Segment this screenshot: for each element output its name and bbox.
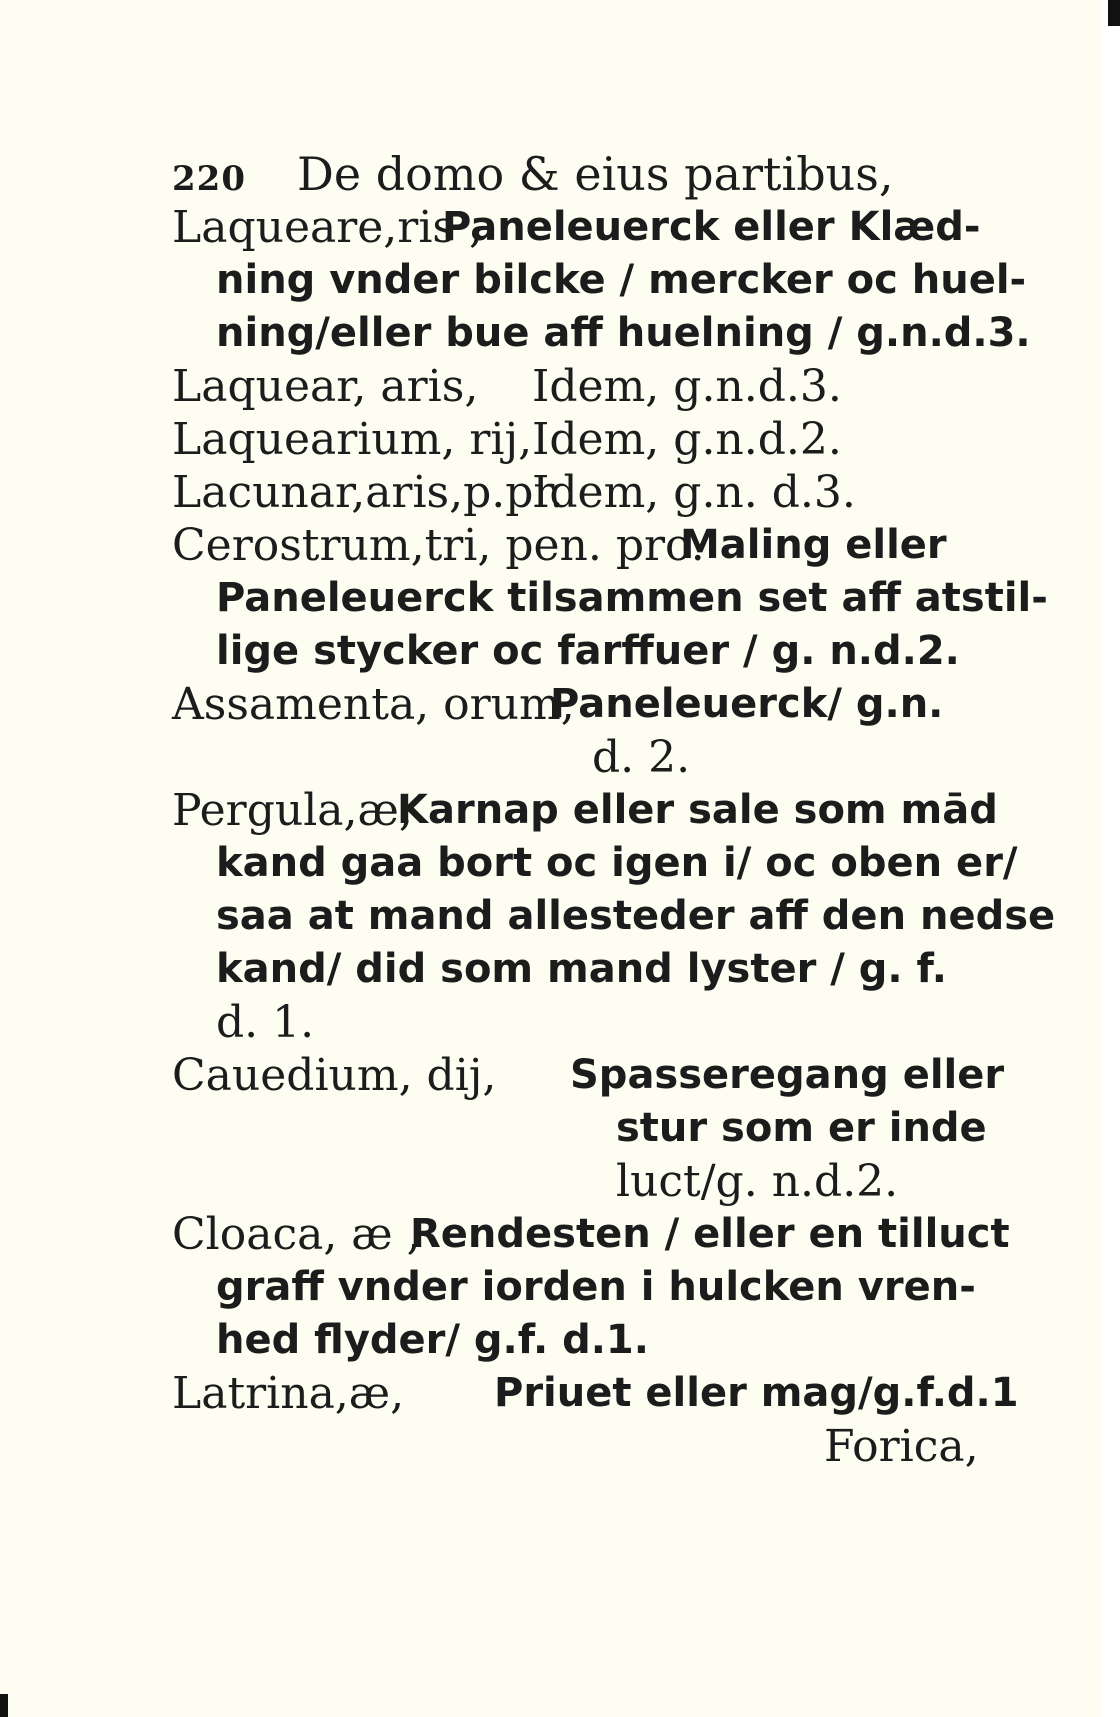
scan-corner-mark — [1108, 0, 1120, 26]
gloss-line: ning/eller bue aff huelning / g.n.d.3. — [216, 310, 1031, 356]
gloss: Idem, g.n.d.3. — [532, 361, 842, 412]
entry-assamenta — [172, 678, 972, 731]
gloss-line: d. 2. — [592, 732, 691, 783]
gloss-line: ning vnder bilcke / mercker oc huel- — [216, 257, 1027, 303]
lemma: Cauedium, dij, — [172, 1050, 497, 1101]
catchword-line — [172, 1420, 979, 1473]
entry-laquear — [172, 360, 972, 413]
catchword: Forica, — [824, 1421, 979, 1472]
gloss: Priuet eller mag/g.f.d.1 — [494, 1370, 1019, 1416]
gloss-line: Karnap eller sale som mād — [397, 787, 998, 833]
lemma: Laquearium, rij, — [172, 414, 533, 465]
gloss-line: Rendesten / eller en tilluct — [410, 1211, 1010, 1257]
entry-pergula — [172, 784, 998, 837]
gloss-line: graff vnder iorden i hulcken vren- — [216, 1264, 976, 1310]
entry-laquearium — [172, 413, 972, 466]
lemma: Pergula,æ, — [172, 785, 413, 836]
gloss-line: saa at mand allesteder aff den nedse — [216, 893, 1056, 939]
gloss-line: kand/ did som mand lyster / g. f. — [216, 946, 947, 992]
gloss-line: lige stycker oc farffuer / g. n.d.2. — [216, 628, 960, 674]
entry-lacunar — [172, 466, 972, 519]
gloss-line: Paneleuerck/ g.n. — [550, 681, 944, 727]
lemma: Laquearе,ris , — [172, 202, 483, 253]
gloss-line: Paneleuerck tilsammen set aff atstil- — [216, 575, 1048, 621]
gloss-line: d. 1. — [216, 997, 315, 1048]
entry-cauedium — [172, 1049, 1005, 1102]
lemma: Latrina,æ, — [172, 1368, 405, 1419]
lemma: Cloaca, æ , — [172, 1209, 421, 1260]
gloss: Idem, g.n. d.3. — [532, 467, 856, 518]
lemma: Cerostrum,tri, pen. pro. — [172, 520, 705, 571]
gloss-line: luct/g. n.d.2. — [616, 1156, 899, 1207]
gloss: Idem, g.n.d.2. — [532, 414, 842, 465]
entry-cloaca — [172, 1208, 1010, 1261]
gloss-line: kand gaa bort oc igen i/ oc oben er/ — [216, 840, 1018, 886]
gloss-line: Spasseregang eller — [570, 1052, 1005, 1098]
entry-latrina — [172, 1367, 1019, 1420]
lemma: Laquear, aris, — [172, 361, 479, 412]
entry-cerostrum — [172, 519, 972, 572]
gloss-line: stur som er inde — [616, 1105, 987, 1151]
lemma: Lacunar,aris,p.pr. — [172, 467, 564, 518]
page-number: 220 — [172, 159, 246, 199]
entry-laqueare — [172, 201, 981, 254]
running-head — [172, 148, 972, 201]
gloss-line: Maling eller — [680, 522, 947, 568]
lemma: Assamenta, orum, — [172, 679, 575, 730]
scan-edge — [1102, 0, 1120, 1717]
page-text — [172, 147, 1056, 1473]
scan-corner-mark — [0, 1694, 8, 1717]
gloss-line: hed flyder/ g.f. d.1. — [216, 1317, 649, 1363]
gloss-line: Paneleuerck eller Klæd- — [442, 204, 981, 250]
running-title: De domo & eius partibus, — [297, 147, 894, 201]
